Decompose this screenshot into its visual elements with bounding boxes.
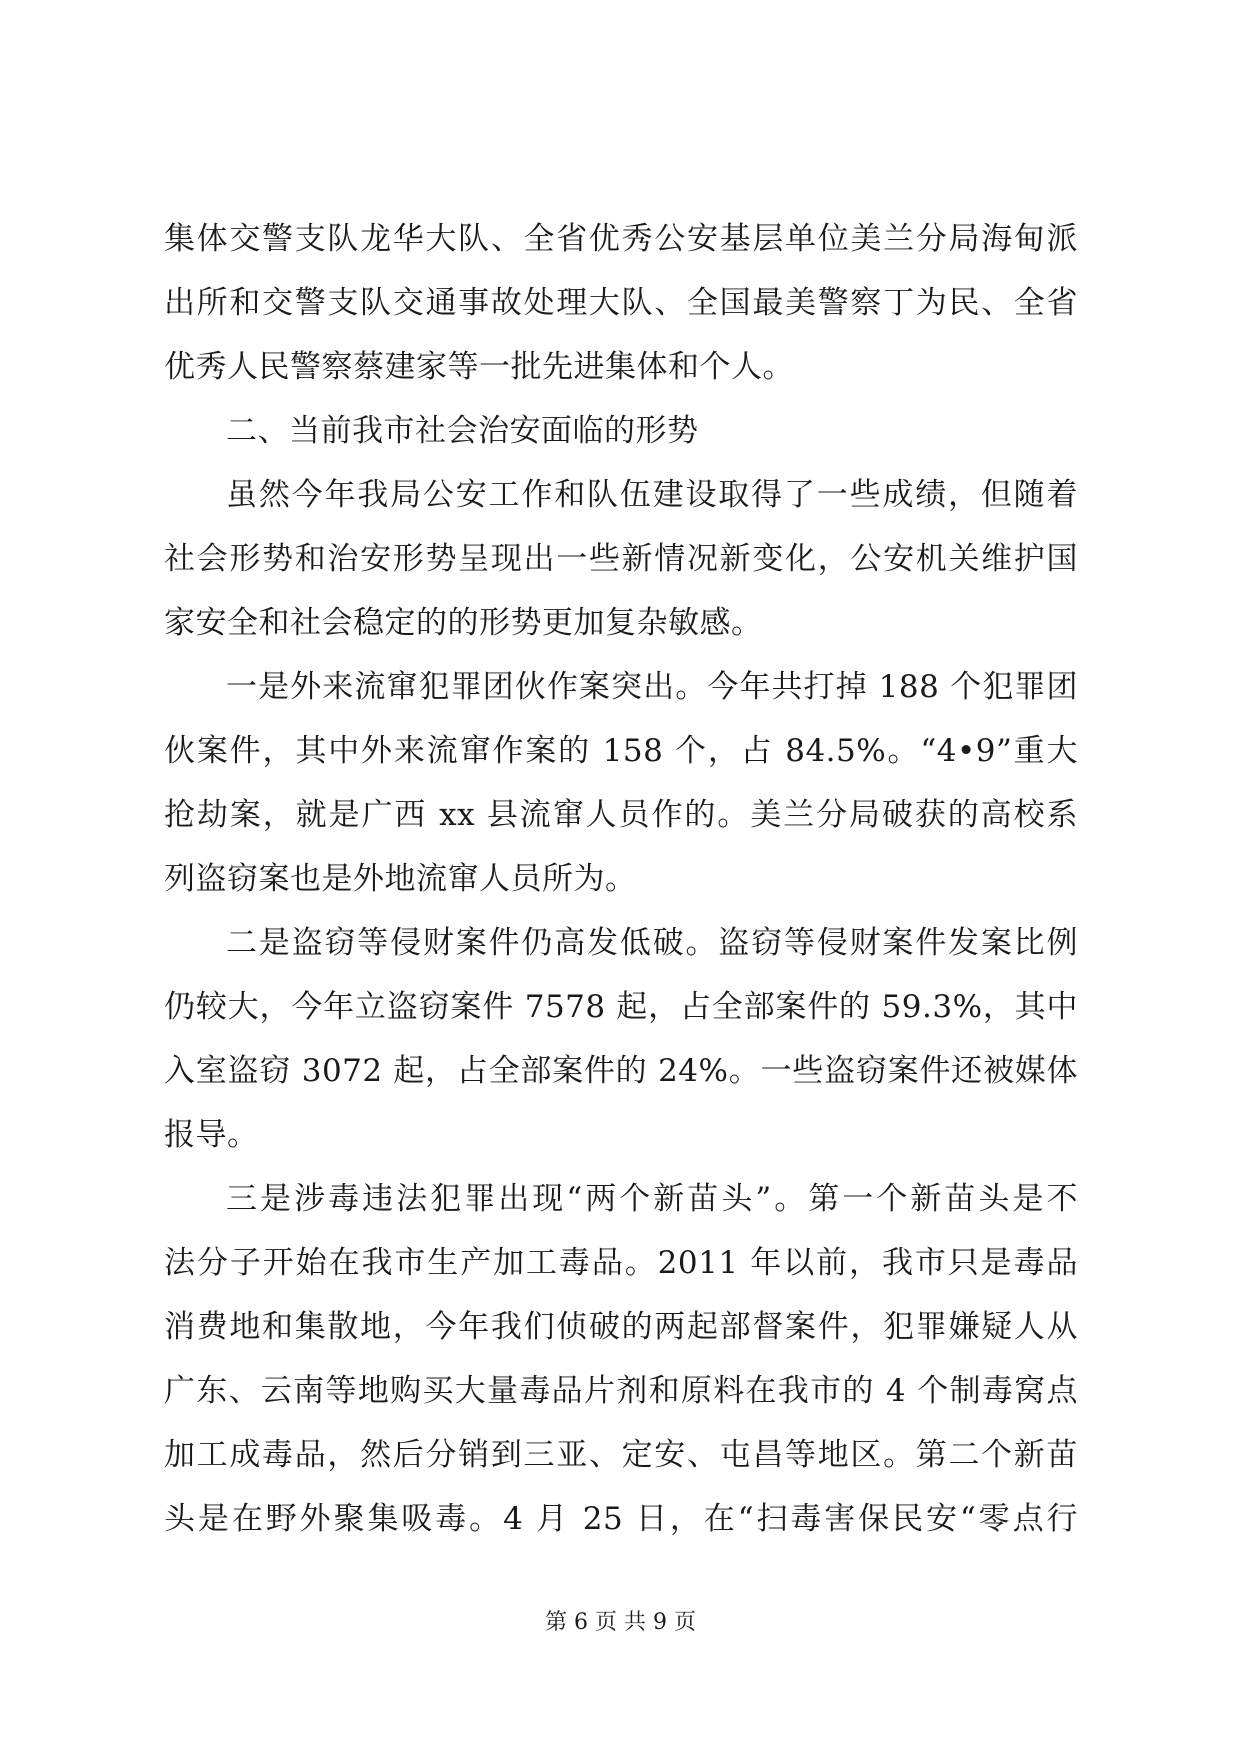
body-text [164, 207, 1078, 1551]
text-line: 伙案件，其中外来流窜作案的 158 个，占 84.5%。“4•9”重大 [164, 733, 1078, 769]
text-line: 三是涉毒违法犯罪出现“两个新苗头”。第一个新苗头是不 [226, 1181, 1078, 1217]
text-line: 仍较大，今年立盗窃案件 7578 起，占全部案件的 59.3%，其中 [164, 989, 1078, 1025]
text-line: 优秀人民警察蔡建家等一批先进集体和个人。 [164, 349, 794, 385]
text-line: 抢劫案，就是广西 xx 县流窜人员作的。美兰分局破获的高校系 [164, 797, 1078, 833]
text-line: 列盗窃案也是外地流窜人员所为。 [164, 861, 637, 897]
text-line: 加工成毒品，然后分销到三亚、定安、屯昌等地区。第二个新苗 [164, 1437, 1078, 1473]
text-line: 家安全和社会稳定的的形势更加复杂敏感。 [164, 605, 763, 641]
text-line: 消费地和集散地，今年我们侦破的两起部督案件，犯罪嫌疑人从 [164, 1309, 1078, 1345]
text-line: 入室盗窃 3072 起，占全部案件的 24%。一些盗窃案件还被媒体 [164, 1053, 1078, 1089]
text-line: 社会形势和治安形势呈现出一些新情况新变化，公安机关维护国 [164, 541, 1078, 577]
text-line: 出所和交警支队交通事故处理大队、全国最美警察丁为民、全省 [164, 285, 1078, 321]
text-line: 二是盗窃等侵财案件仍高发低破。盗窃等侵财案件发案比例 [226, 925, 1078, 961]
text-line: 一是外来流窜犯罪团伙作案突出。今年共打掉 188 个犯罪团 [226, 669, 1078, 705]
text-line: 头是在野外聚集吸毒。4 月 25 日，在“扫毒害保民安“零点行 [164, 1501, 1078, 1537]
text-line: 虽然今年我局公安工作和队伍建设取得了一些成绩，但随着 [226, 477, 1078, 513]
text-line: 法分子开始在我市生产加工毒品。2011 年以前，我市只是毒品 [164, 1245, 1078, 1281]
section-heading: 二、当前我市社会治安面临的形势 [226, 413, 699, 449]
page-number-footer: 第 6 页 共 9 页 [545, 1610, 696, 1635]
text-line: 报导。 [164, 1117, 259, 1153]
text-line: 集体交警支队龙华大队、全省优秀公安基层单位美兰分局海甸派 [164, 221, 1078, 257]
text-line: 广东、云南等地购买大量毒品片剂和原料在我市的 4 个制毒窝点 [164, 1373, 1078, 1409]
